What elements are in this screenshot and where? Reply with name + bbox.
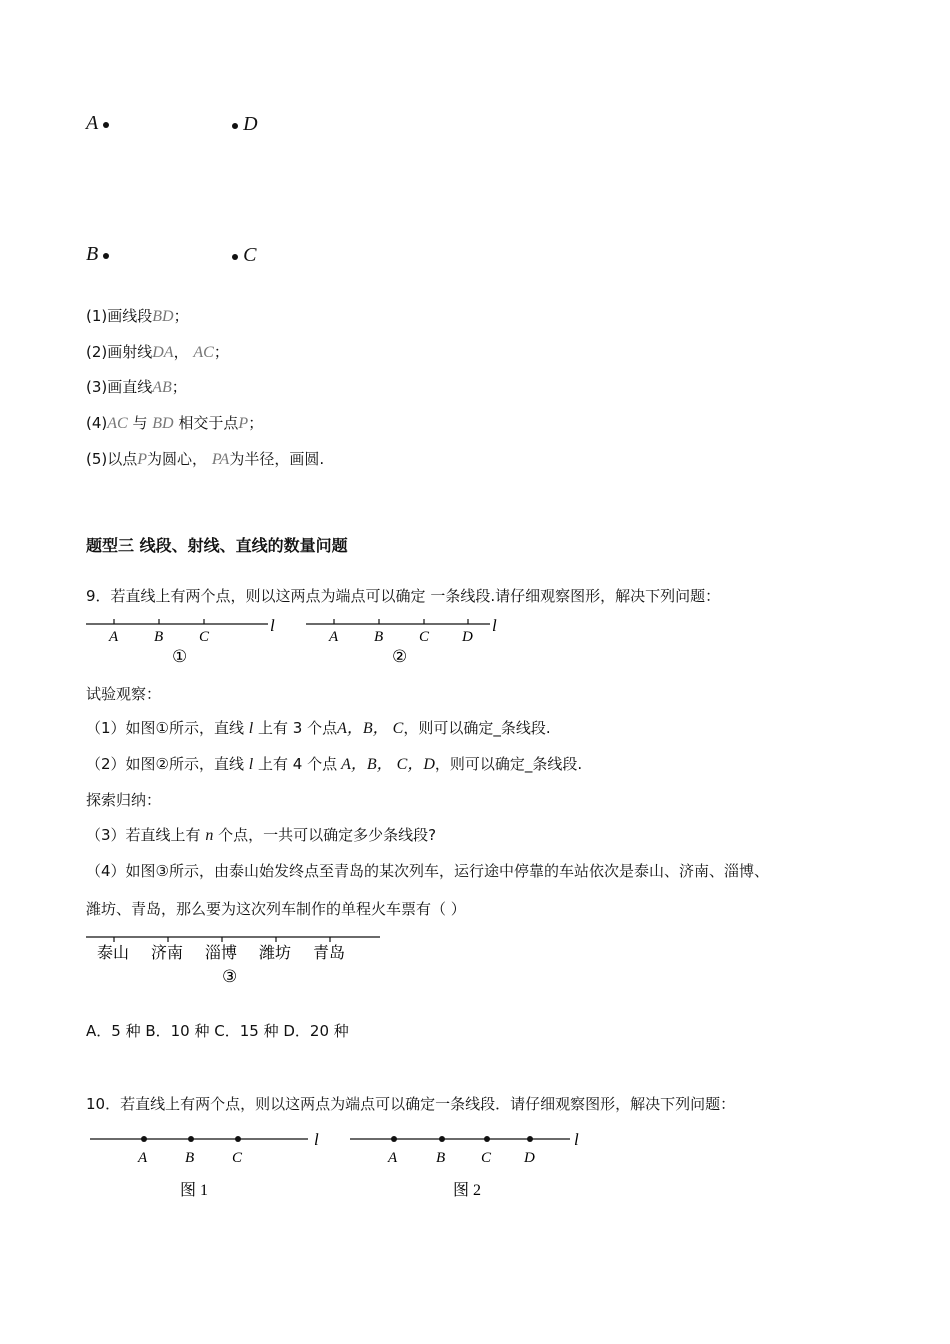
- station-label: 泰山: [97, 945, 130, 962]
- q10-figure-1: [90, 1128, 330, 1204]
- task-4-text: (4): [86, 414, 108, 432]
- label-C: C: [232, 1150, 243, 1166]
- dot-B: [188, 1136, 194, 1142]
- dot-B: [439, 1136, 445, 1142]
- label-C: C: [481, 1150, 492, 1166]
- label-D: D: [462, 629, 473, 645]
- q9-p1-l: l: [248, 720, 254, 737]
- label-A: A: [138, 1150, 148, 1166]
- q9-p1-blank: ，则可以确定_条线段.: [403, 719, 551, 737]
- label-D: D: [524, 1150, 535, 1166]
- task-1-text: (1)画线段: [86, 307, 153, 325]
- q9-part-2: [86, 754, 582, 775]
- q9-p2-text: （2）如图②所示，直线: [86, 755, 244, 773]
- point-B: [86, 243, 109, 266]
- fig-caption: ③: [222, 967, 238, 986]
- label-A: A: [329, 629, 339, 645]
- point-A-label: A: [86, 112, 99, 134]
- point-B-label: B: [86, 243, 99, 265]
- task-4-math-1: AC: [107, 415, 128, 432]
- dot-A: [391, 1136, 397, 1142]
- point-C-dot: [232, 254, 238, 260]
- task-4-mid: 与: [132, 414, 148, 432]
- dot-C: [235, 1136, 241, 1142]
- q9-p3-text: （3）若直线上有: [86, 826, 201, 844]
- task-4-math-3: P: [238, 415, 249, 432]
- station-label: 淄博: [205, 945, 238, 962]
- q9-p2-points: A，B， C，D: [337, 756, 435, 773]
- q9-part-1: [86, 718, 551, 739]
- task-5-text: (5)以点: [86, 450, 138, 468]
- q9-p1-points: A，B， C: [337, 720, 404, 737]
- task-4-math-2: BD: [152, 415, 174, 432]
- q9-p1-text: （1）如图①所示，直线: [86, 719, 244, 737]
- task-3-text: (3)画直线: [86, 378, 153, 396]
- task-2-math-1: DA: [152, 344, 174, 361]
- q9-p2-count: 上有 4 个点: [258, 755, 338, 773]
- q9-p3-n: n: [205, 827, 214, 844]
- point-D-dot: [232, 123, 238, 129]
- point-A: [86, 112, 109, 135]
- label-B: B: [436, 1150, 446, 1166]
- q9-options: A．5 种 B．10 种 C．15 种 D．20 种: [86, 1022, 349, 1040]
- task-5-mid: 为圆心，: [147, 450, 208, 468]
- label-C: C: [199, 629, 210, 645]
- fig-caption: ②: [392, 647, 408, 666]
- label-B: B: [374, 629, 384, 645]
- task-4-suffix: ；: [248, 414, 264, 432]
- task-1: [86, 306, 189, 327]
- point-C: [232, 244, 256, 267]
- q9-explore: 探索归纳：: [86, 791, 162, 809]
- task-2-math-2: AC: [193, 344, 214, 361]
- q9-part-4-line-1: （4）如图③所示，由泰山始发终点至青岛的某次列车，运行途中停靠的车站依次是泰山、济南、淄博、: [86, 862, 769, 880]
- task-5-math-1: P: [137, 451, 148, 468]
- dot-D: [527, 1136, 533, 1142]
- point-D-label: D: [243, 113, 258, 135]
- fig-caption: 图 2: [453, 1182, 482, 1199]
- q9-p3-question: 个点，一共可以确定多少条线段?: [218, 826, 437, 844]
- task-1-suffix: ；: [173, 307, 189, 325]
- dot-A: [141, 1136, 147, 1142]
- fig-caption: 图 1: [180, 1182, 209, 1199]
- q10-figure-2: [350, 1128, 600, 1204]
- q9-observe: 试验观察：: [86, 685, 162, 703]
- q9-figure-2: [306, 612, 506, 670]
- task-1-math: BD: [152, 308, 174, 325]
- label-A: A: [109, 629, 119, 645]
- task-2: [86, 342, 229, 363]
- q9-figure-1: [86, 612, 276, 670]
- task-3: [86, 377, 187, 398]
- station-label: 青岛: [313, 945, 346, 962]
- task-3-suffix: ；: [171, 378, 187, 396]
- point-D: [232, 113, 258, 136]
- task-4: [86, 413, 263, 434]
- task-2-text: (2)画射线: [86, 343, 153, 361]
- q9-p2-blank: ，则可以确定_条线段.: [434, 755, 583, 773]
- line-label-l: l: [314, 1130, 319, 1149]
- task-5-suffix: 为半径，画圆.: [229, 450, 325, 468]
- q9-part-4-line-2: 潍坊、青岛，那么要为这次列车制作的单程火车票有（ ）: [86, 900, 466, 918]
- point-A-dot: [103, 122, 109, 128]
- line-label-l: l: [270, 616, 275, 635]
- dot-C: [484, 1136, 490, 1142]
- label-B: B: [185, 1150, 195, 1166]
- point-C-label: C: [243, 244, 257, 266]
- station-label: 潍坊: [259, 945, 292, 962]
- label-C: C: [419, 629, 430, 645]
- task-5: [86, 449, 324, 470]
- section-title: 题型三 线段、射线、直线的数量问题: [86, 536, 348, 555]
- label-A: A: [388, 1150, 398, 1166]
- task-5-math-2: PA: [211, 451, 230, 468]
- task-4-mid2: 相交于点: [178, 414, 239, 432]
- line-label-l: l: [492, 616, 497, 635]
- q9-p2-l: l: [248, 756, 254, 773]
- task-2-suffix: ；: [213, 343, 229, 361]
- q9-p1-count: 上有 3 个点: [258, 719, 338, 737]
- label-B: B: [154, 629, 164, 645]
- task-3-math: AB: [152, 379, 172, 396]
- q10-stem: 10．若直线上有两个点，则以这两点为端点可以确定一条线段．请仔细观察图形，解决下列问题：: [86, 1095, 736, 1113]
- q9-part-3: [86, 825, 436, 846]
- station-label: 济南: [151, 945, 184, 962]
- fig-caption: ①: [172, 647, 188, 666]
- q9-stem: 9．若直线上有两个点，则以这两点为端点可以确定 一条线段.请仔细观察图形，解决下列问题：: [86, 587, 721, 605]
- q9-figure-3: [86, 928, 386, 990]
- task-2-sep: ，: [173, 343, 189, 361]
- line-label-l: l: [574, 1130, 579, 1149]
- point-B-dot: [103, 253, 109, 259]
